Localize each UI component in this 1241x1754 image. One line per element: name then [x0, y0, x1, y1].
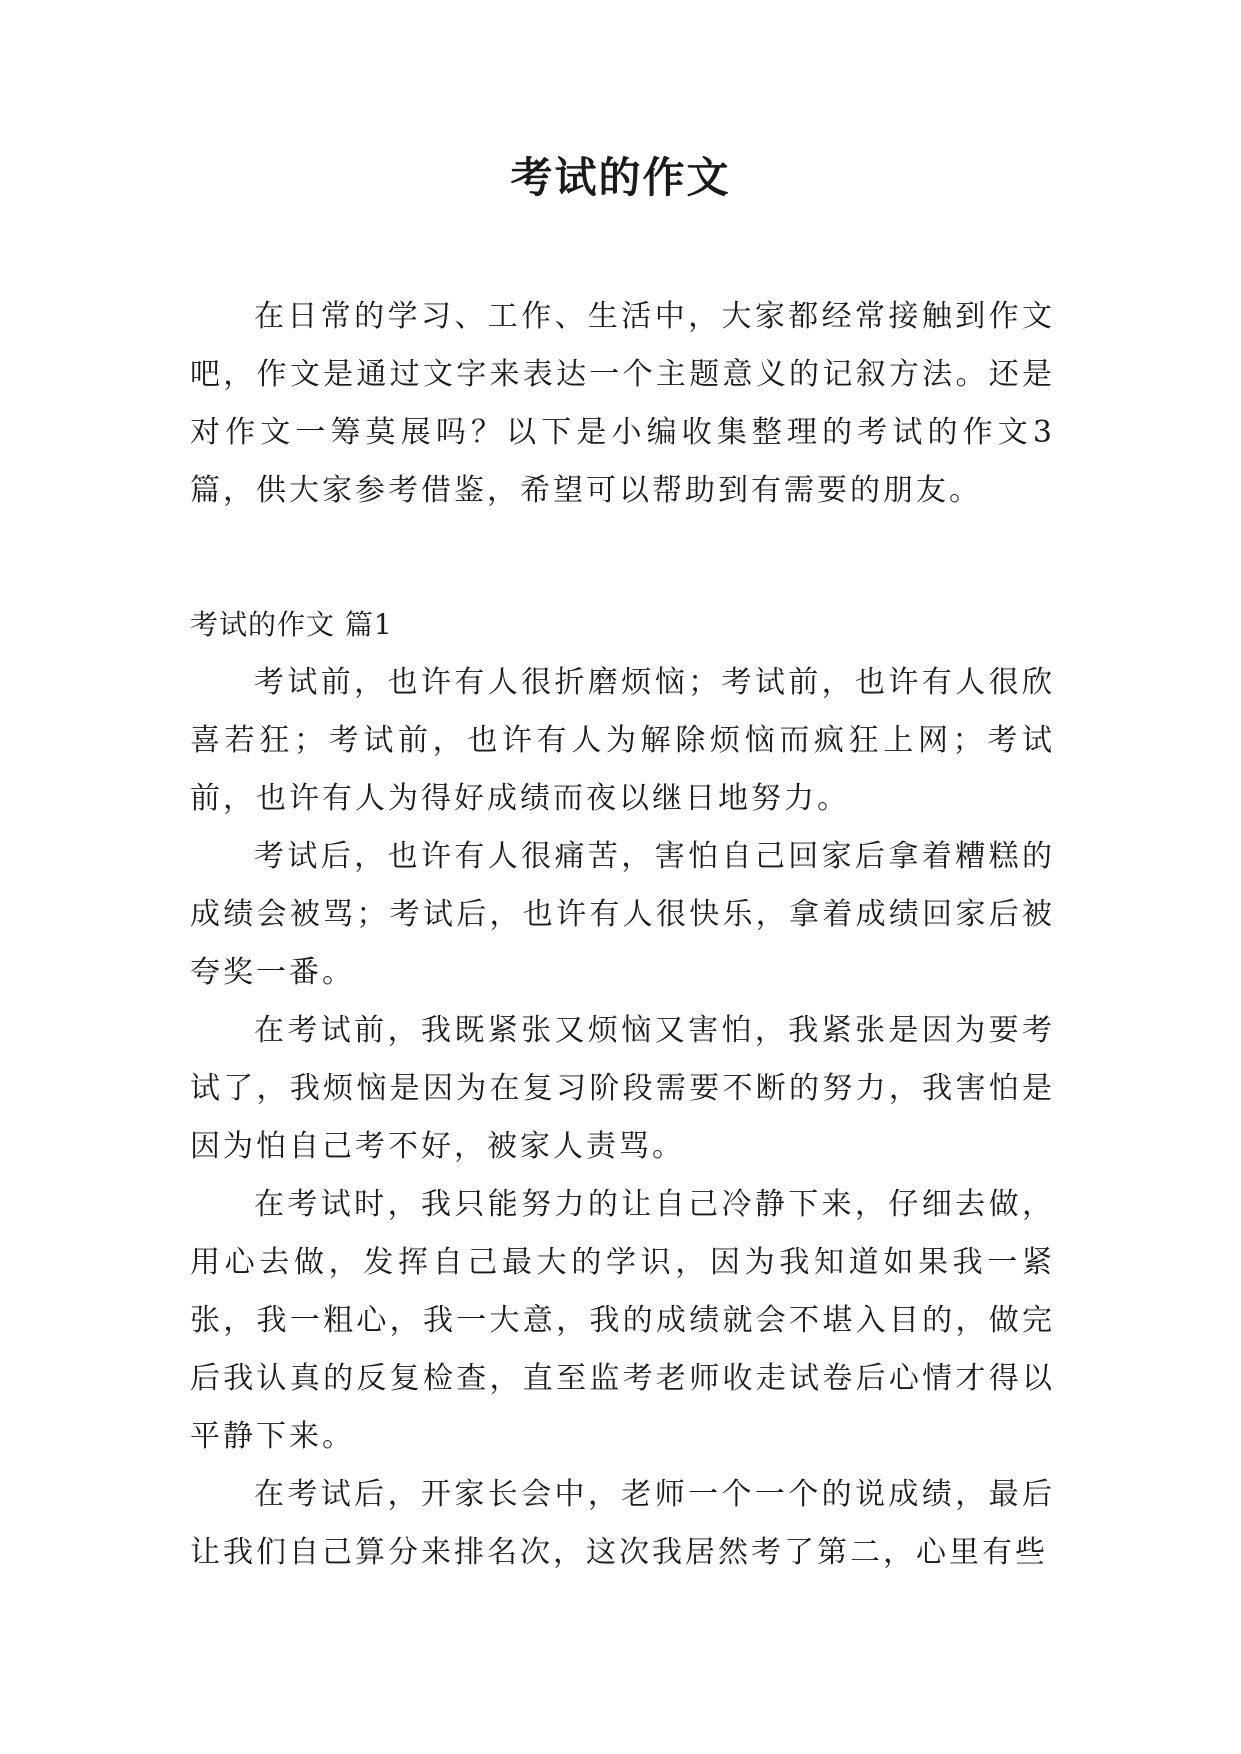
document-title: 考试的作文 — [510, 153, 731, 202]
document-body — [190, 288, 1055, 1582]
body-paragraph-5: 在考试后，开家长会中，老师一个一个的说成绩，最后让我们自己算分来排名次，这次我居然考了第二，心里有些 — [190, 1477, 1055, 1570]
body-paragraph-2: 考试后，也许有人很痛苦，害怕自己回家后拿着糟糕的成绩会被骂；考试后，也许有人很快乐，拿着成绩回家后被夸奖一番。 — [190, 839, 1055, 990]
intro-paragraph: 在日常的学习、工作、生活中，大家都经常接触到作文吧，作文是通过文字来表达一个主题意义的记叙方法。还是对作文一筹莫展吗？以下是小编收集整理的考试的作文3篇，供大家参考借鉴，希望可以帮助到有需要的朋友。 — [190, 299, 1055, 508]
section-heading: 考试的作文 篇1 — [190, 608, 393, 641]
body-paragraph-1: 考试前，也许有人很折磨烦恼；考试前，也许有人很欣喜若狂；考试前，也许有人为解除烦恼而疯狂上网；考试前，也许有人为得好成绩而夜以继日地努力。 — [190, 665, 1055, 816]
body-paragraph-3: 在考试前，我既紧张又烦恼又害怕，我紧张是因为要考试了，我烦恼是因为在复习阶段需要不断的努力，我害怕是因为怕自己考不好，被家人责骂。 — [190, 1013, 1055, 1164]
body-paragraph-4: 在考试时，我只能努力的让自己冷静下来，仔细去做，用心去做，发挥自己最大的学识，因为我知道如果我一紧张，我一粗心，我一大意，我的成绩就会不堪入目的，做完后我认真的反复检查，直至监考老师收走试卷后心情才得以平静下来。 — [190, 1187, 1055, 1454]
